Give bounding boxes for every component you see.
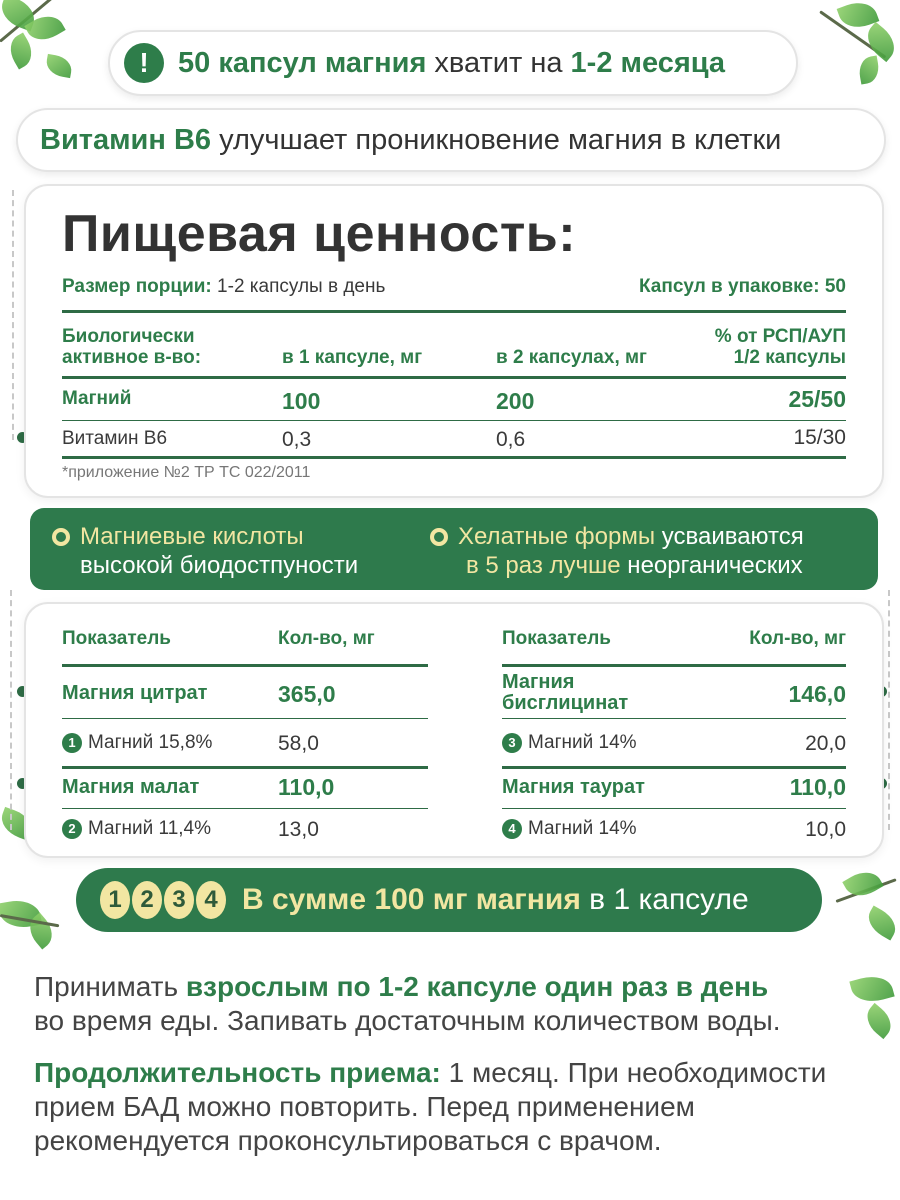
divider <box>62 376 846 379</box>
benefits-banner <box>30 508 878 590</box>
duration-paragraph <box>34 1056 826 1158</box>
bisglycinate-sub-value: 20,0 <box>805 732 846 755</box>
footnote: *приложение №2 ТР ТС 022/2011 <box>62 464 311 481</box>
divider <box>502 766 846 769</box>
coin-3-icon: 3 <box>164 881 194 919</box>
coin-4-icon: 4 <box>196 881 226 919</box>
benefit-left-rest: высокой биодостпуности <box>80 552 359 579</box>
summary-pill <box>76 868 822 932</box>
bisglycinate-name-line2: бисглицинат <box>502 692 629 714</box>
number-badge-icon: 4 <box>502 819 522 839</box>
malate-sub <box>62 818 211 840</box>
ring-icon <box>430 528 448 546</box>
taurate-sub <box>502 818 637 840</box>
col-substance-line1: Биологически <box>62 326 195 347</box>
number-badge-icon: 3 <box>502 733 522 753</box>
capsule-count-bold: 50 капсул магния <box>178 46 427 79</box>
number-badge-icon: 2 <box>62 819 82 839</box>
vitamin-b6-rest: улучшает проникновение магния в клетки <box>211 123 782 156</box>
right-col-amount: Кол-во, мг <box>749 628 846 649</box>
benefit-right-rest2: неорганических <box>620 552 803 579</box>
vitamin-b6-bold: Витамин B6 <box>40 123 212 156</box>
serving-label: Размер порции: <box>62 276 212 297</box>
benefit-left-highlight: Магниевые кислоты <box>80 523 304 550</box>
coin-1-icon: 1 <box>100 881 130 919</box>
connector-left-lower <box>10 590 12 830</box>
bisglycinate-value: 146,0 <box>788 681 846 707</box>
benefit-right-highlight: Хелатные формы <box>458 523 656 550</box>
taurate-sub-value: 10,0 <box>805 818 846 841</box>
col-percent-line1: % от РСП/АУП <box>714 326 846 347</box>
duration-value: 1 месяц. При необходимости <box>440 1057 827 1088</box>
divider <box>502 664 846 667</box>
capsule-count-mid: хватит на <box>426 46 571 79</box>
capsule-count-period: 1-2 месяца <box>570 46 726 79</box>
left-col-amount: Кол-во, мг <box>278 628 375 649</box>
citrate-sub-value: 58,0 <box>278 732 319 755</box>
divider <box>62 766 428 769</box>
usage-dosage: взрослым по 1-2 капсуле один раз в день <box>185 971 769 1002</box>
col-substance <box>62 326 201 368</box>
divider <box>62 664 428 667</box>
row-magnesium-name: Магний <box>62 388 132 409</box>
summary-rest: в 1 капсуле <box>580 883 749 916</box>
vitamin-b6-pill <box>16 108 886 172</box>
connector-right <box>888 590 890 830</box>
malate-name: Магния малат <box>62 776 200 798</box>
citrate-value: 365,0 <box>278 681 336 707</box>
serving-value: 1-2 капсулы в день <box>211 276 386 297</box>
citrate-sub <box>62 732 212 754</box>
exclamation-icon: ! <box>124 43 164 83</box>
usage-paragraph <box>34 970 781 1038</box>
vitamin-b6-text <box>40 124 781 157</box>
divider <box>62 718 428 719</box>
col-percent-line2: 1/2 капсулы <box>733 347 846 368</box>
nutrition-title: Пищевая ценность: <box>62 205 577 263</box>
benefit-right-rest1: усваиваются <box>655 523 804 550</box>
bisglycinate-name-line1: Магния <box>502 671 575 693</box>
ring-icon <box>52 528 70 546</box>
connector-left <box>12 190 14 440</box>
summary-bold: В сумме 100 мг магния <box>242 883 581 916</box>
divider <box>62 808 428 809</box>
nutrition-card <box>24 184 884 498</box>
capsule-count-pill <box>108 30 798 96</box>
divider <box>62 456 846 459</box>
duration-line2: прием БАД можно повторить. Перед применением <box>34 1091 695 1122</box>
citrate-name: Магния цитрат <box>62 682 208 704</box>
col-percent <box>715 326 846 368</box>
usage-intro: Принимать <box>34 971 186 1002</box>
row-magnesium-one: 100 <box>282 388 321 414</box>
row-b6-two: 0,6 <box>496 428 526 451</box>
usage-instructions: во время еды. Запивать достаточным количеством воды. <box>34 1005 781 1036</box>
right-col-indicator: Показатель <box>502 628 611 649</box>
number-badge-icon: 1 <box>62 733 82 753</box>
benefit-left <box>52 522 358 580</box>
row-b6-name: Витамин B6 <box>62 428 168 449</box>
citrate-sub-name: Магний 15,8% <box>88 732 213 753</box>
divider <box>502 808 846 809</box>
benefit-right-highlight2: в 5 раз лучше <box>466 552 621 579</box>
bisglycinate-sub <box>502 732 637 754</box>
divider <box>62 310 846 313</box>
bisglycinate-sub-name: Магний 14% <box>528 732 637 753</box>
taurate-value: 110,0 <box>789 774 846 800</box>
pack-count: Капсул в упаковке: 50 <box>638 276 846 297</box>
row-magnesium-two: 200 <box>496 388 535 414</box>
malate-sub-value: 13,0 <box>278 818 319 841</box>
divider <box>62 420 846 421</box>
taurate-sub-name: Магний 14% <box>528 818 637 839</box>
serving-size <box>62 276 385 298</box>
benefit-right <box>430 522 804 580</box>
divider <box>502 718 846 719</box>
duration-label: Продолжительность приема: <box>34 1057 441 1088</box>
malate-sub-name: Магний 11,4% <box>88 818 211 839</box>
capsule-count-text <box>178 47 725 80</box>
magnesium-forms-card <box>24 602 884 858</box>
row-b6-one: 0,3 <box>282 428 312 451</box>
serving-row <box>62 276 846 298</box>
duration-line3: рекомендуется проконсультироваться с врачом. <box>34 1125 662 1156</box>
col-one-capsule: в 1 капсуле, мг <box>282 347 423 368</box>
left-col-indicator: Показатель <box>62 628 171 649</box>
coin-2-icon: 2 <box>132 881 162 919</box>
bisglycinate-name <box>502 672 628 714</box>
taurate-name: Магния таурат <box>502 776 645 798</box>
malate-value: 110,0 <box>278 774 335 800</box>
col-two-capsules: в 2 капсулах, мг <box>496 347 647 368</box>
row-b6-pct: 15/30 <box>793 426 846 449</box>
summary-text <box>242 883 749 917</box>
col-substance-line2: активное в-во: <box>62 347 202 368</box>
row-magnesium-pct: 25/50 <box>788 386 846 412</box>
